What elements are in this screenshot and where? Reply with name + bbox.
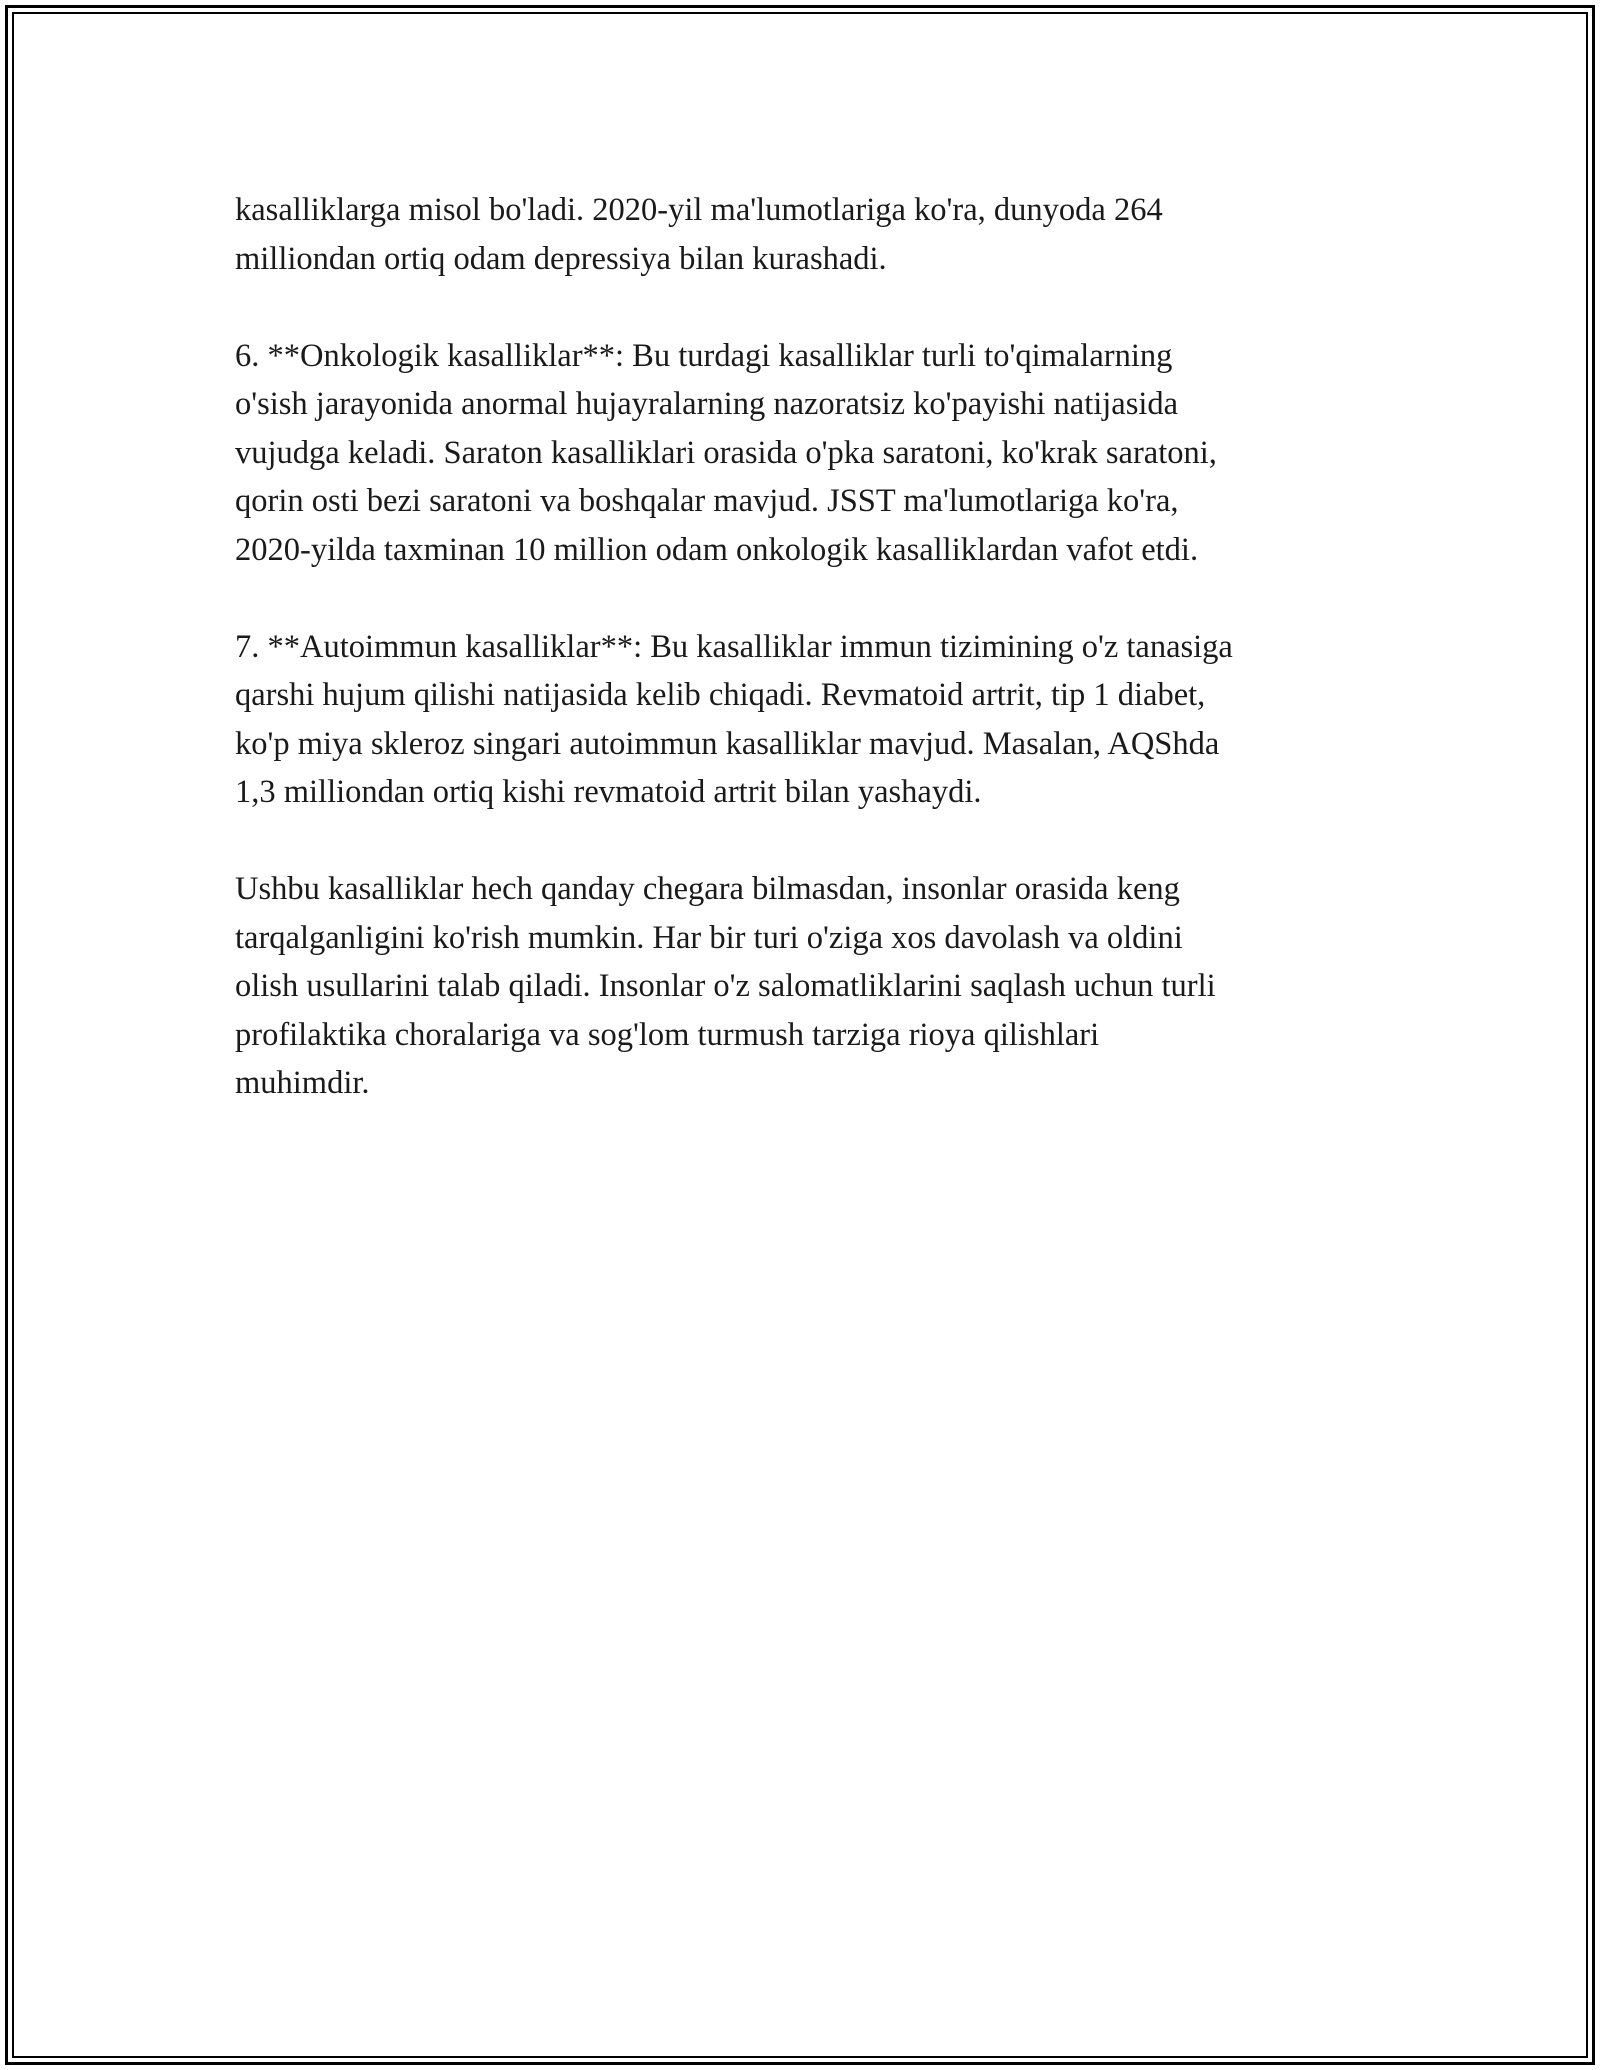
text-line: qorin osti bezi saratoni va boshqalar mavjud. JSST ma'lumotlariga ko'ra, [235,483,1179,519]
text-line: ko'p miya skleroz singari autoimmun kasalliklar mavjud. Masalan, AQShda [235,725,1220,762]
text-line: 6. **Onkologik kasalliklar**: Bu turdagi kasalliklar turli to'qimalarning [235,337,1173,374]
text-line: vujudga keladi. Saraton kasalliklari orasida o'pka saratoni, ko'krak saratoni, [235,434,1217,471]
text-line: olish usullarini talab qiladi. Insonlar o'z salomatliklarini saqlash uchun turli [235,968,1216,1004]
text-line: muhimdir. [235,1065,370,1101]
text-line: Ushbu kasalliklar hech qanday chegara bilmasdan, insonlar orasida keng [235,871,1180,907]
text-line: qarshi hujum qilishi natijasida kelib chiqadi. Revmatoid artrit, tip 1 diabet, [235,677,1206,713]
text-line: o'sish jarayonida anormal hujayralarning nazoratsiz ko'payishi natijasida [235,386,1179,422]
paragraph-autoimmune-diseases [235,623,1415,817]
text-line: milliondan ortiq odam depressiya bilan kurashadi. [235,240,887,277]
text-line: tarqalganligini ko'rish mumkin. Har bir turi o'ziga xos davolash va oldini [235,919,1183,956]
text-line: profilaktika choralariga va sog'lom turmush tarziga rioya qilishlari [235,1016,1100,1053]
text-line: 2020-yilda taxminan 10 million odam onkologik kasalliklardan vafot etdi. [235,531,1199,568]
document-body [235,186,1415,1156]
text-line: 1,3 milliondan ortiq kishi revmatoid artrit bilan yashaydi. [235,774,982,810]
text-line: 7. **Autoimmun kasalliklar**: Bu kasalliklar immun tizimining o'z tanasiga [235,628,1233,665]
paragraph-oncological-diseases [235,332,1415,575]
text-line: kasalliklarga misol bo'ladi. 2020-yil ma'lumotlariga ko'ra, dunyoda 264 [235,192,1163,228]
paragraph-conclusion [235,865,1415,1108]
paragraph-depression-continued [235,186,1415,283]
